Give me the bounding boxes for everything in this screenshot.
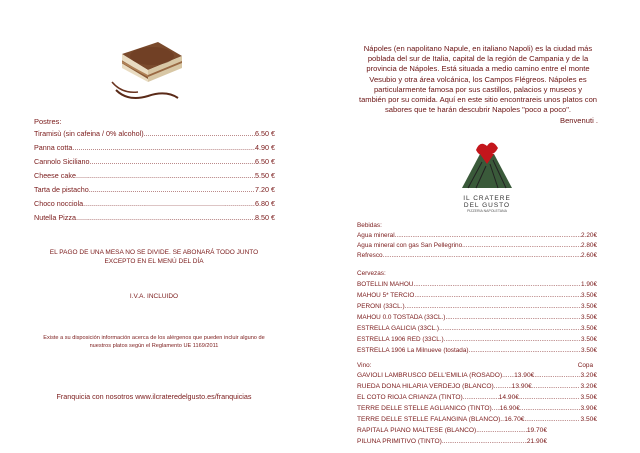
logo-line1: IL CRATERE (463, 195, 511, 202)
beer-row: MAHOU 0.0 TOSTADA (33CL.) ..... 3.50€ (357, 314, 597, 321)
logo-line3: PIZZERIA NAPOLETANA (467, 209, 507, 213)
dessert-row: Nutella Pizza ..... 8.50 € (34, 213, 275, 222)
beer-row: MAHOU 5* TERCIO ..... 3.50€ (357, 292, 597, 299)
benvenuti: Benvenuti . (560, 116, 598, 125)
franchise-link[interactable]: Franquicia con nosotros www.ilcrateredelgusto.es/franquicias (56, 392, 252, 401)
wine-row: TERRE DELLE STELLE AGLIANICO (TINTO) ..... 16.90€ ..... 3.90€ (357, 405, 597, 412)
dessert-row: Choco nocciola ..... 6.80 € (34, 199, 275, 208)
beer-row: ESTRELLA GALICIA (33CL.) ..... 3.50€ (357, 325, 597, 332)
wine-row: PILÙNA PRIMITIVO (TINTO) ..... 21.90€ (357, 438, 547, 445)
copa-label: Copa (577, 362, 593, 369)
volcano-icon (454, 140, 520, 190)
wine-row: GAVIOLI LAMBRUSCO DELL'EMILIA (ROSADO) ..... 13.90€ ..... 3.20€ (357, 372, 597, 379)
beer-row: ESTRELLA 1906 La Milnueve (tostada) ..... 3.50€ (357, 347, 597, 354)
iva-notice: I.V.A. INCLUIDO (129, 293, 179, 300)
dessert-row: Tarta de pistacho ..... 7.20 € (34, 185, 275, 194)
drinks-section (357, 222, 597, 259)
logo-line2: DEL GUSTO (463, 202, 511, 209)
wines-section (357, 362, 597, 445)
desserts-heading: Postres: (34, 117, 62, 126)
beers-section (357, 270, 597, 354)
beers-heading: Cervezas: (357, 270, 386, 277)
wine-row: EL COTO RIOJA CRIANZA (TINTO) ..... 14.90€ ..... 3.50€ (357, 394, 597, 401)
dessert-row: Panna cotta ..... 4.90 € (34, 143, 275, 152)
intro-text: Nápoles (en napolitano Napule, en italiano Napoli) es la ciudad más poblada del sur de Italia, capital de la región de Campania y de la provincia de Nápoles. Está situada a medio camino entre el monte Vesubio y otra área volcánica, los Campos Flégreos. Nápoles es particularmente famosa por sus castillos, palacios y museos y también por su comida. Aquí en este sitio encontrareis unos platos con sabores que te harán descubrir Napoles "poco a poco". (358, 44, 598, 115)
wines-heading: Vino: (357, 362, 372, 369)
beer-row: ESTRELLA 1906 RED (33CL.) ..... 3.50€ (357, 336, 597, 343)
drinks-heading: Bebidas: (357, 222, 382, 229)
allergen-notice: Existe a su disposición información acerca de los alérgenos que pueden incluir alguno de nuestros platos según el Reglamento UE 1169/2011 (43, 335, 265, 349)
beer-row: BOTELLIN MAHOU ..... 1.90€ (357, 281, 597, 288)
beer-row: PERONI (33CL.) ..... 3.50€ (357, 303, 597, 310)
wine-row: TERRE DELLE STELLE FALANGINA (BLANCO) ..... 16.70€ ..... 3.50€ (357, 416, 597, 423)
drink-row: Agua mineral con gas San Pellegrino ..... 2.80€ (357, 242, 597, 249)
dessert-row: Cannolo Siciliano ..... 6.50 € (34, 157, 275, 166)
brand-logo (454, 140, 520, 222)
payment-notice: EL PAGO DE UNA MESA NO SE DIVIDE. SE ABONARÁ TODO JUNTO EXCEPTO EN EL MENÚ DEL DÍA (49, 249, 259, 265)
wine-row: RAPITALÀ PIANO MALTESE (BLANCO) ..... 19.70€ (357, 427, 547, 434)
drink-row: Refresco ..... 2.60€ (357, 252, 597, 259)
tiramisu-photo (108, 30, 190, 104)
drink-row: Agua mineral ..... 2.20€ (357, 232, 597, 239)
wine-row: RUEDA DOÑA HILARIA VERDEJO (BLANCO) ..... 13.90€ ..... 3.20€ (357, 383, 597, 390)
dessert-row: Tiramisù (sin cafeina / 0% alcohol) ..... 6.50 € (34, 129, 275, 138)
dessert-row: Cheese cake ..... 5.50 € (34, 171, 275, 180)
